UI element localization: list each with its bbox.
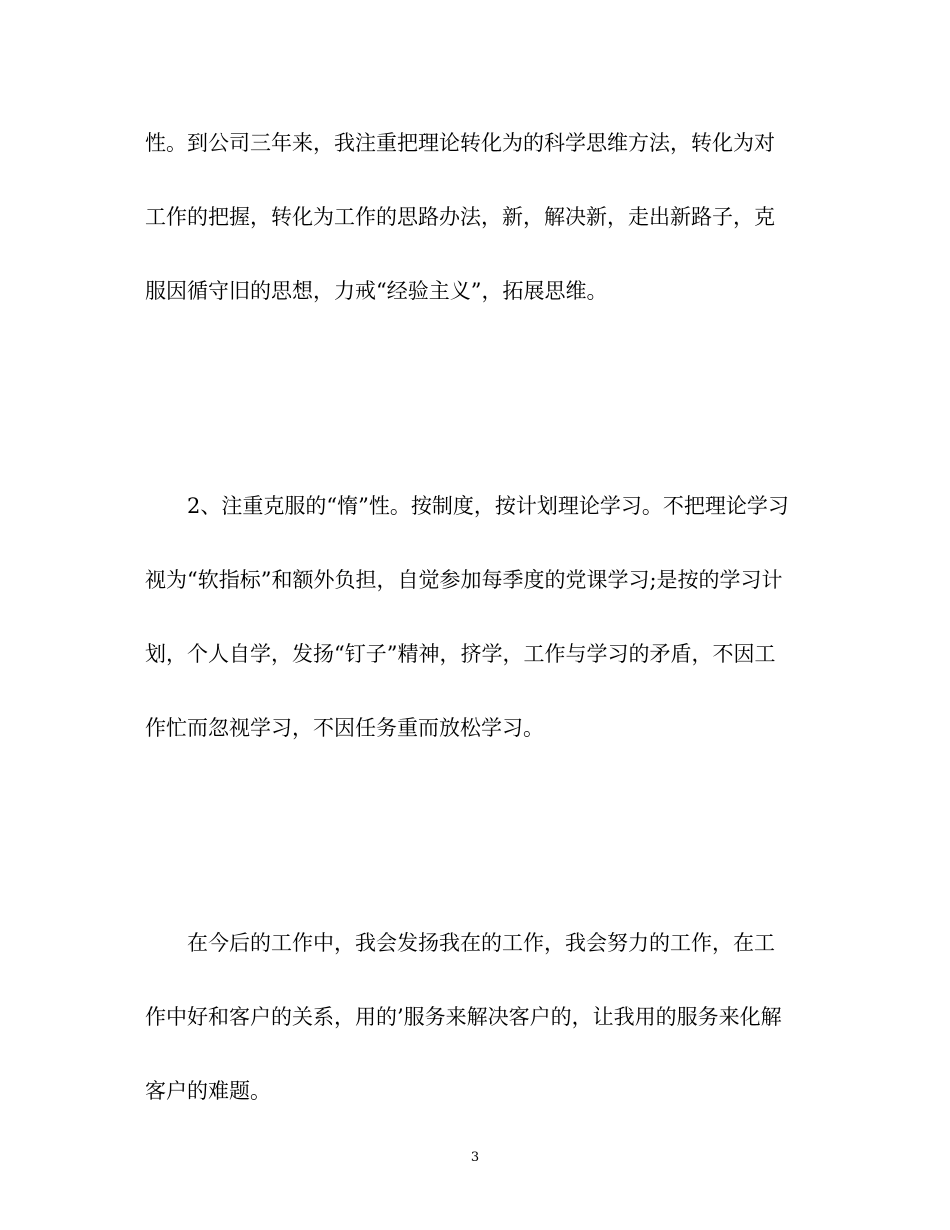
paragraph-1-line-2: 工作的把握，转化为工作的思路办法，新，解决新，走出新路子，克 <box>145 205 775 229</box>
paragraph-3-line-1: 在今后的工作中，我会发扬我在的工作，我会努力的工作，在工 <box>187 931 775 955</box>
paragraph-3-line-2: 作中好和客户的关系，用的’服务来解决客户的，让我用的服务来化解 <box>145 1005 782 1029</box>
paragraph-1-line-3: 服因循守旧的思想，力戒“经验主义”，拓展思维。 <box>145 279 608 303</box>
paragraph-2-line-3: 划，个人自学，发扬“钉子”精神，挤学，工作与学习的矛盾，不因工 <box>145 642 776 666</box>
page-number: 3 <box>470 1150 480 1165</box>
paragraph-2-line-2: 视为“软指标”和额外负担，自觉参加每季度的党课学习;是按的学习计 <box>145 568 783 592</box>
paragraph-1-line-1: 性。到公司三年来，我注重把理论转化为的科学思维方法，转化为对 <box>145 131 775 155</box>
paragraph-2-line-4: 作忙而忽视学习，不因任务重而放松学习。 <box>145 716 544 740</box>
paragraph-3-line-3: 客户的难题。 <box>145 1079 271 1103</box>
paragraph-2-line-1: 2、注重克服的“惰”性。按制度，按计划理论学习。不把理论学习 <box>187 494 789 518</box>
